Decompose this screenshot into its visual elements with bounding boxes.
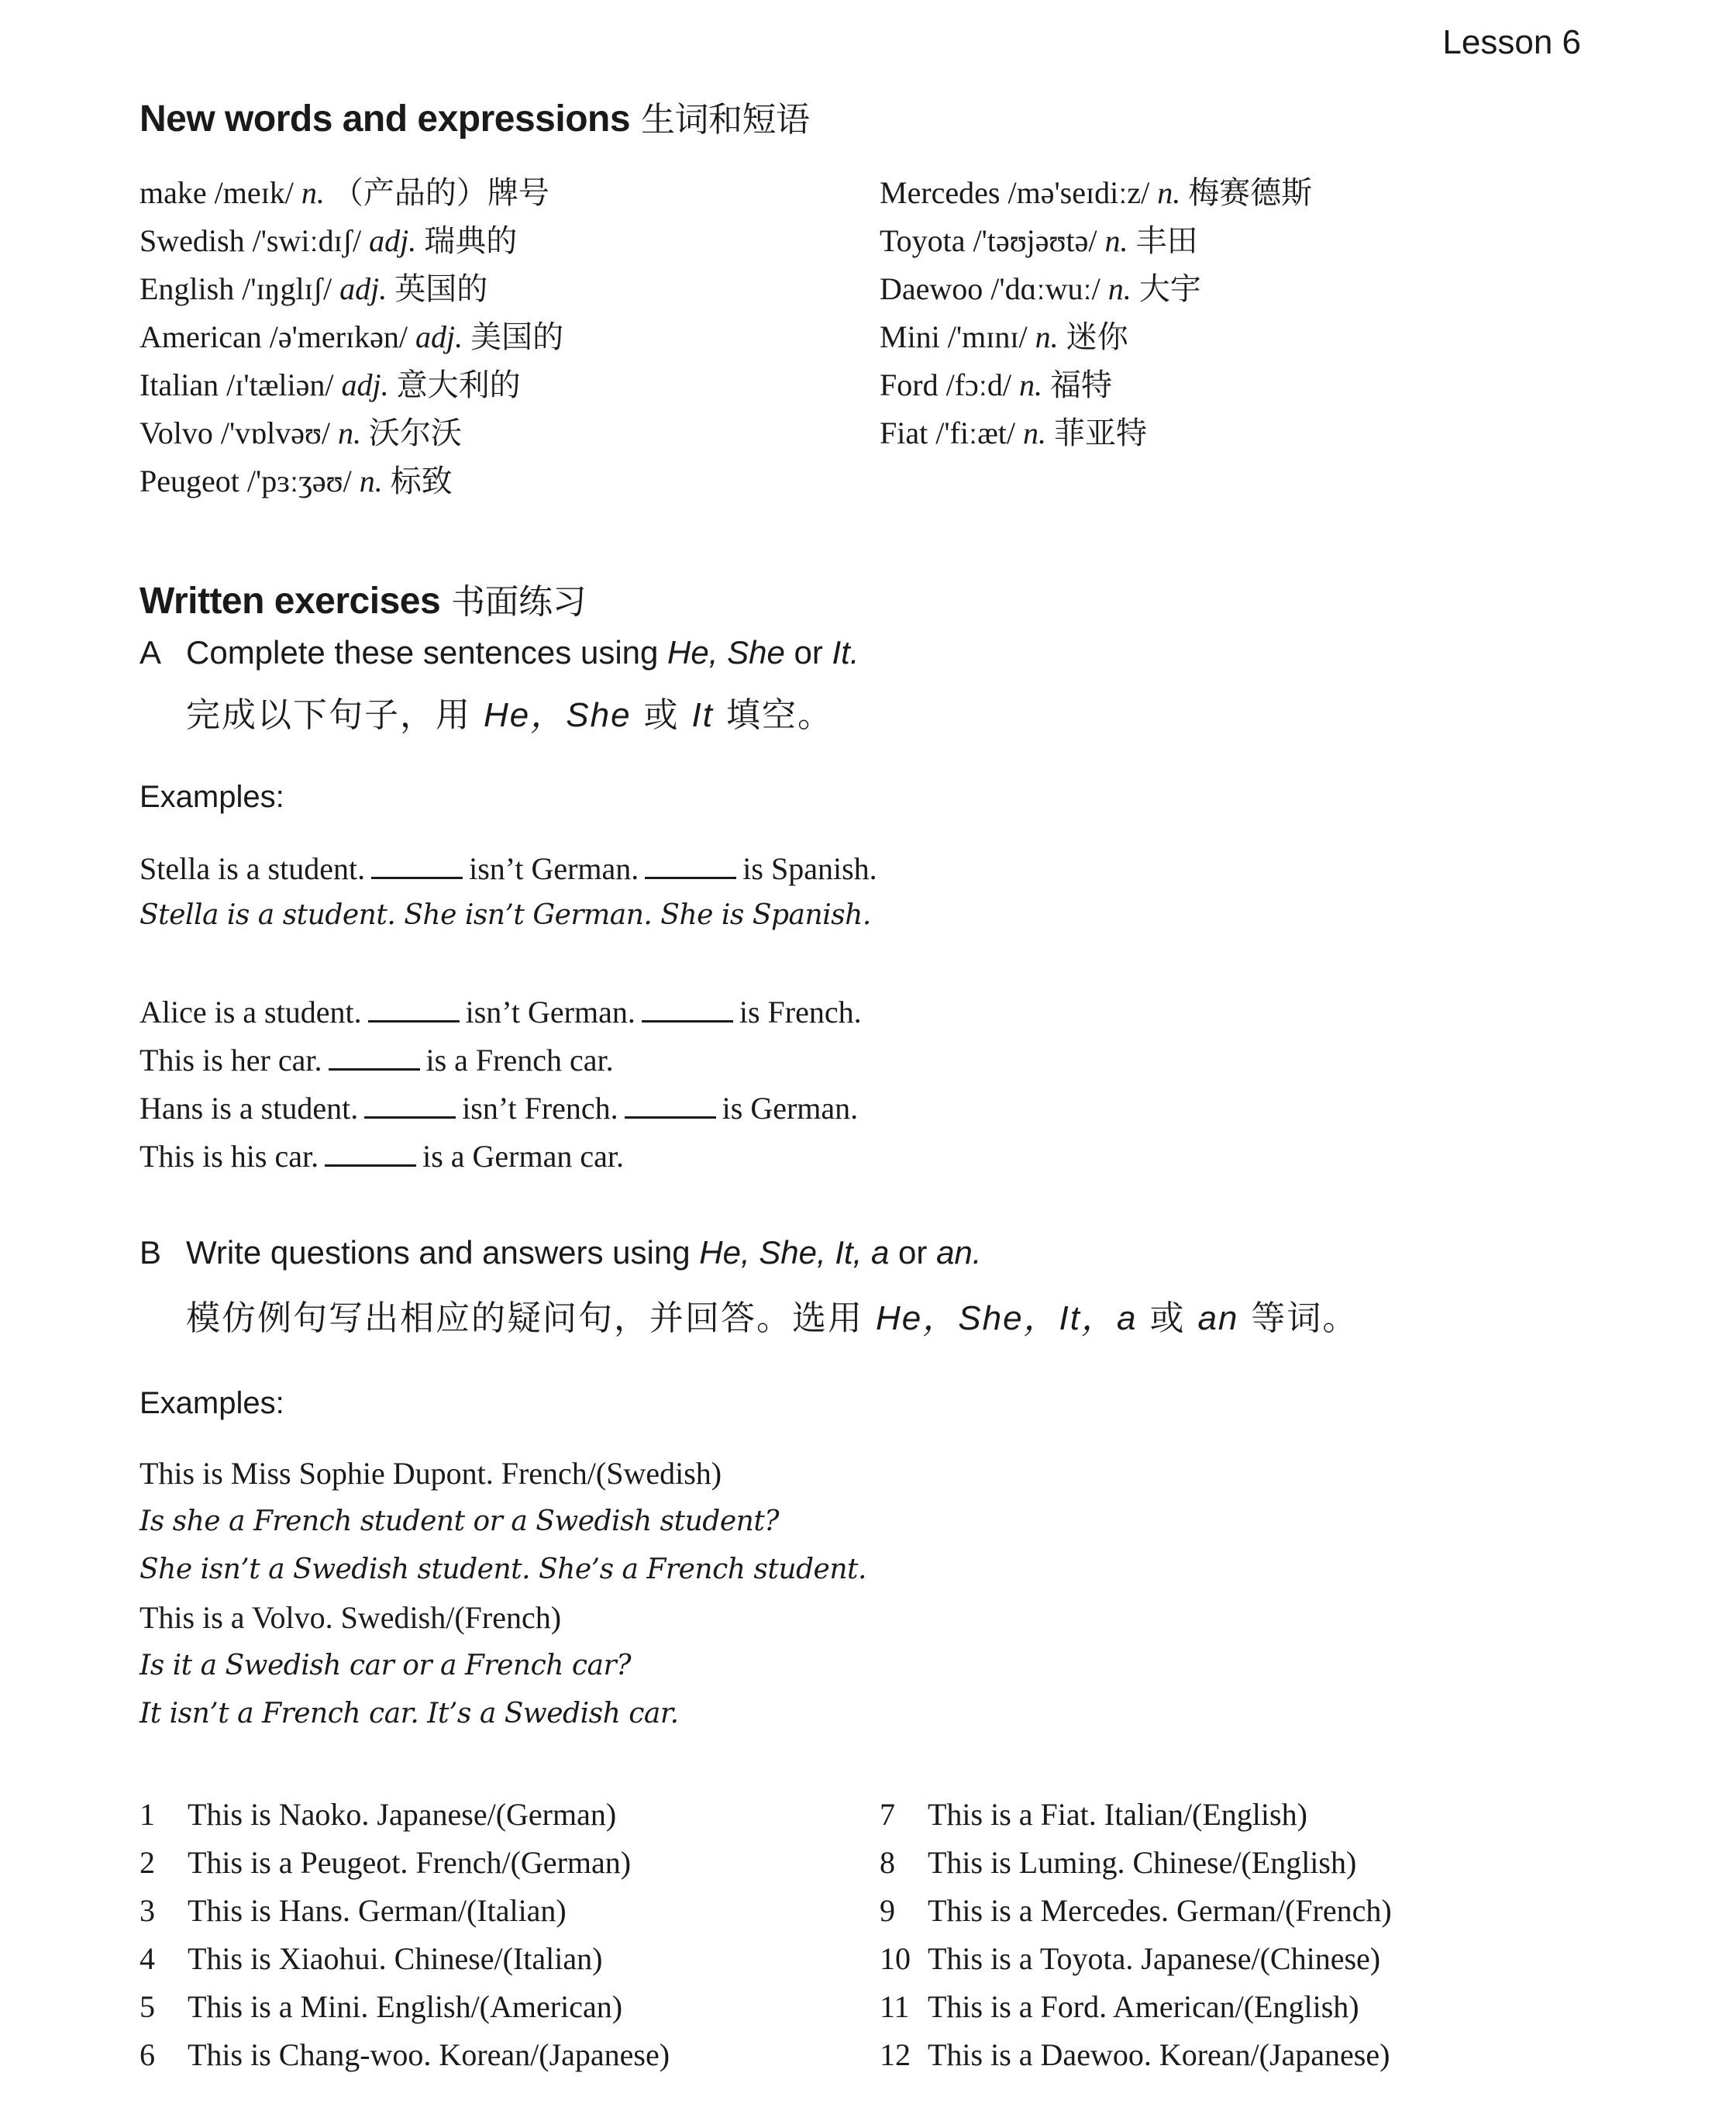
answer-blank — [329, 1045, 420, 1071]
list-item: 3 This is Hans. German/(Italian) — [140, 1893, 567, 1928]
exercise-a-example-answer: Stella is a student. She isn’t German. She is Spanish. — [140, 899, 871, 931]
vocab-item: Mini /'mɪnɪ/ n. 迷你 — [880, 319, 1128, 354]
exercise-a-item: This is his car. is a German car. — [140, 1139, 624, 1174]
vocab-item: Italian /ɪ'tæliən/ adj. 意大利的 — [140, 367, 521, 402]
answer-blank — [371, 854, 463, 879]
answer-blank — [642, 997, 733, 1023]
answer-blank — [325, 1141, 416, 1167]
new-words-title: New words and expressions — [140, 98, 631, 140]
vocab-item: Swedish /'swiːdɪʃ/ adj. 瑞典的 — [140, 223, 518, 258]
written-exercises-title: Written exercises — [140, 581, 441, 622]
answer-blank — [645, 854, 736, 879]
list-item: 10 This is a Toyota. Japanese/(Chinese) — [880, 1941, 1381, 1976]
list-item: 8 This is Luming. Chinese/(English) — [880, 1845, 1357, 1880]
exercise-a-items — [140, 988, 862, 1181]
vocab-item: Volvo /'vɒlvəʊ/ n. 沃尔沃 — [140, 416, 463, 450]
exercise-b-examples-label: Examples: — [140, 1386, 284, 1420]
list-item: 9 This is a Mercedes. German/(French) — [880, 1893, 1392, 1928]
example-question: Is she a French student or a Swedish student? — [140, 1505, 780, 1537]
written-exercises-heading — [140, 574, 586, 623]
exercise-a-instruction-zh: 完成以下句子，用 He，She 或 It 填空。 — [186, 695, 833, 735]
exercise-a-item: This is her car. is a French car. — [140, 1043, 614, 1078]
vocab-item: Mercedes /mə'seɪdiːz/ n. 梅赛德斯 — [880, 175, 1313, 210]
vocab-right-column — [880, 169, 1312, 457]
example-question: Is it a Swedish car or a French car? — [140, 1650, 632, 1681]
answer-blank — [364, 1093, 456, 1119]
example-prompt: This is Miss Sophie Dupont. French/(Swedish) — [140, 1456, 722, 1491]
vocab-item: Fiat /'fiːæt/ n. 菲亚特 — [880, 416, 1148, 450]
vocab-left-column — [140, 169, 563, 505]
exercise-b-list-left — [140, 1791, 670, 2079]
answer-blank — [625, 1093, 716, 1119]
answer-blank — [368, 997, 460, 1023]
lesson-label: Lesson 6 — [1442, 23, 1581, 61]
exercise-b-instruction: B Write questions and answers using He, She, It, a or an. — [140, 1234, 982, 1271]
exercise-b-instruction-zh: 模仿例句写出相应的疑问句，并回答。选用 He，She，It，a 或 an 等词。 — [186, 1298, 1359, 1338]
new-words-heading — [140, 91, 810, 141]
list-item: 4 This is Xiaohui. Chinese/(Italian) — [140, 1941, 603, 1976]
list-item: 11 This is a Ford. American/(English) — [880, 1989, 1359, 2024]
exercise-a-example-prompt: Stella is a student. isn’t German. is Spanish. — [140, 851, 877, 886]
vocab-item: English /'ɪŋglɪʃ/ adj. 英国的 — [140, 271, 488, 306]
list-item: 5 This is a Mini. English/(American) — [140, 1989, 623, 2024]
vocab-item: Toyota /'təʊjəʊtə/ n. 丰田 — [880, 223, 1198, 258]
written-exercises-title-zh: 书面练习 — [451, 582, 587, 622]
new-words-title-zh: 生词和短语 — [641, 100, 810, 140]
exercise-b-examples — [140, 1450, 866, 1738]
exercise-a-item: Alice is a student. isn’t German. is French. — [140, 995, 862, 1029]
vocab-item: American /ə'merɪkən/ adj. 美国的 — [140, 319, 564, 354]
exercise-a-examples-label: Examples: — [140, 780, 284, 814]
exercise-b-letter: B — [140, 1234, 162, 1271]
exercise-a-instruction: A Complete these sentences using He, She or It. — [140, 634, 859, 671]
vocab-item: Ford /fɔːd/ n. 福特 — [880, 367, 1112, 402]
list-item: 2 This is a Peugeot. French/(German) — [140, 1845, 632, 1880]
exercise-a-item: Hans is a student. isn’t French. is German. — [140, 1091, 859, 1126]
list-item: 1 This is Naoko. Japanese/(German) — [140, 1797, 617, 1832]
exercise-b-list-right — [880, 1791, 1392, 2079]
example-answer: She isn’t a Swedish student. She’s a French student. — [140, 1554, 866, 1585]
vocab-item: make /meɪk/ n. （产品的）牌号 — [140, 175, 549, 210]
list-item: 6 This is Chang-woo. Korean/(Japanese) — [140, 2037, 670, 2072]
vocab-item: Daewoo /'dɑːwuː/ n. 大宇 — [880, 271, 1201, 306]
list-item: 7 This is a Fiat. Italian/(English) — [880, 1797, 1307, 1832]
vocab-item: Peugeot /'pɜːʒəʊ/ n. 标致 — [140, 464, 453, 498]
example-answer: It isn’t a French car. It’s a Swedish car. — [140, 1698, 679, 1730]
exercise-a-letter: A — [140, 634, 162, 671]
example-prompt: This is a Volvo. Swedish/(French) — [140, 1600, 562, 1635]
list-item: 12 This is a Daewoo. Korean/(Japanese) — [880, 2037, 1390, 2072]
